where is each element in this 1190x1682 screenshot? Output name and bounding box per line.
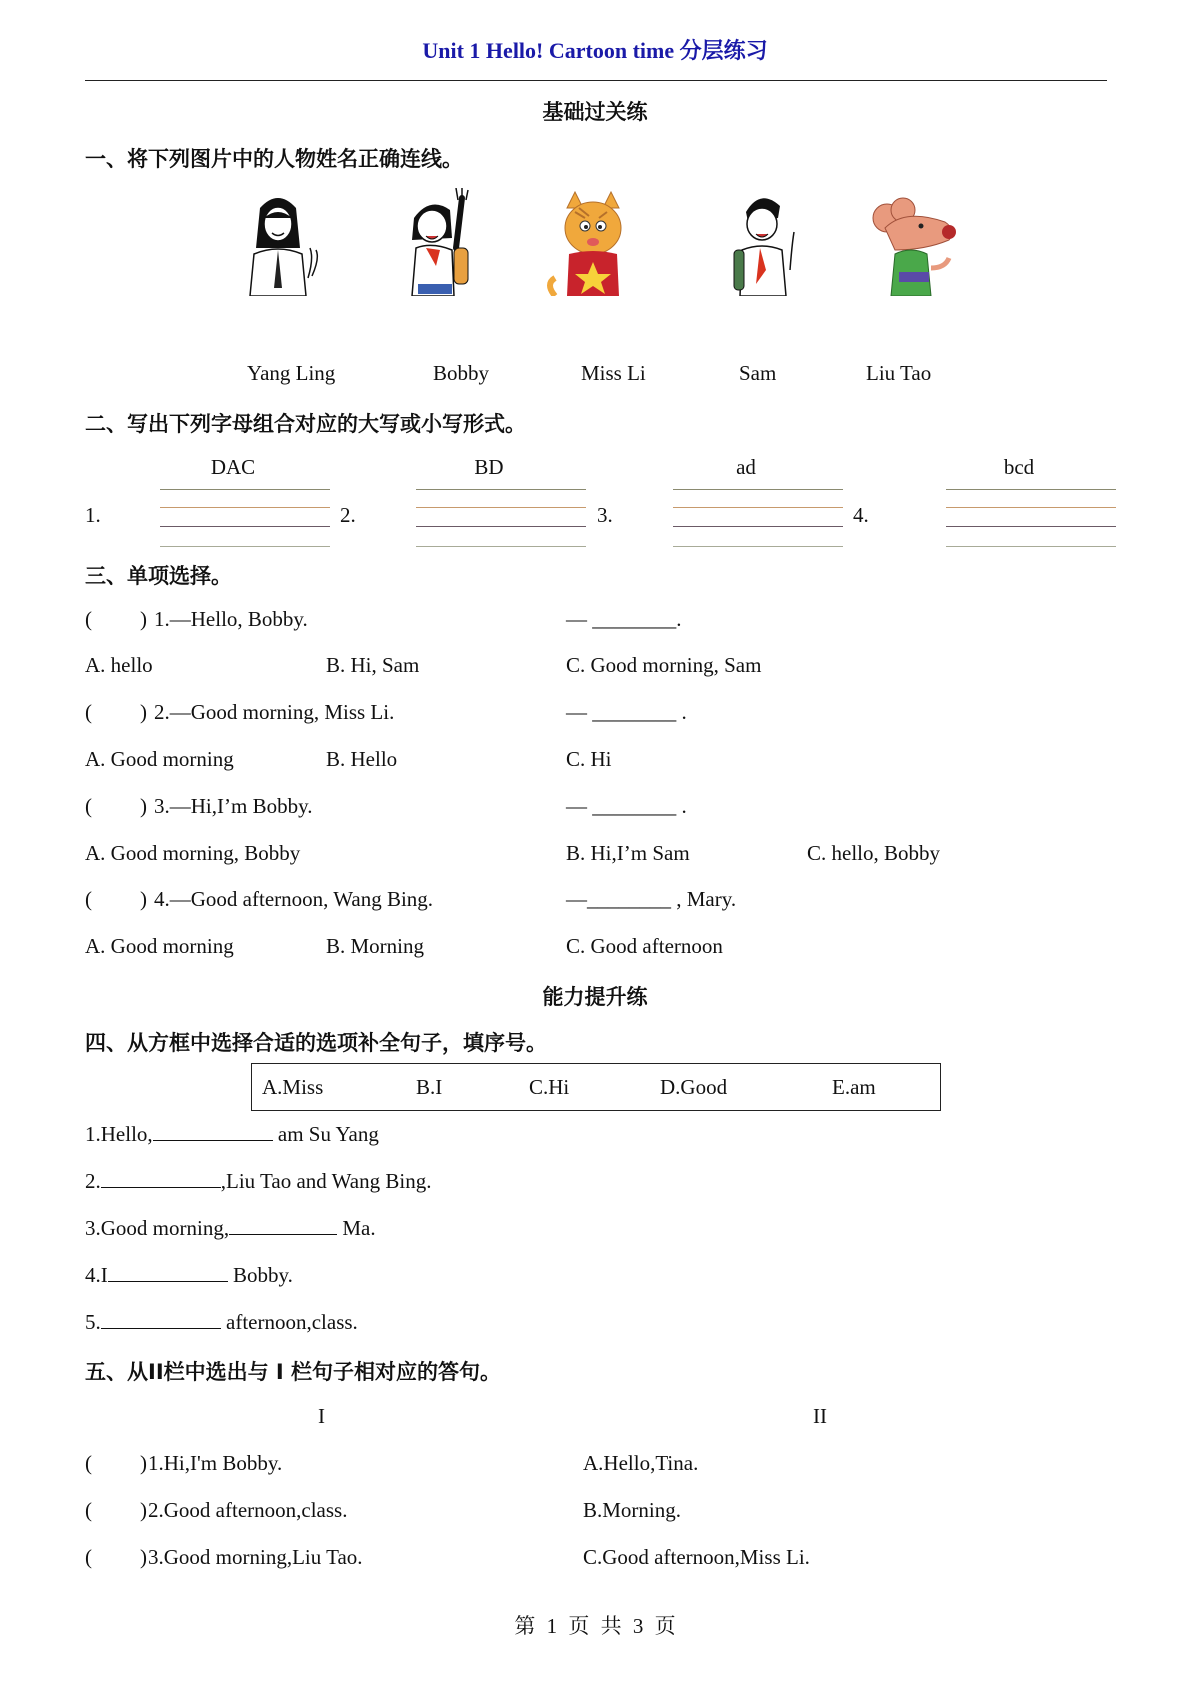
option-c[interactable]: C. Good morning, Sam [566,653,762,677]
item-number: 4. [853,503,869,527]
fill-blank[interactable] [101,1169,221,1188]
question-reply-blank[interactable]: — ________ . [566,794,687,818]
part2-heading: 二、写出下列字母组合对应的大写或小写形式。 [85,412,526,436]
name-label: Bobby [433,361,490,385]
writing-lines-3[interactable] [673,489,843,551]
fill-blank[interactable] [229,1216,337,1235]
picture-girl-waving [390,188,486,296]
picture-girl-long-hair [230,188,326,296]
option-a[interactable]: A. Good morning [85,934,234,958]
mouse-icon [865,188,961,296]
answer-paren-open[interactable]: ( [85,1451,92,1475]
sentence-suffix: ,Liu Tao and Wang Bing. [220,1169,432,1193]
letters-prompt: bcd [1003,455,1035,479]
word-bank-option: D.Good [660,1075,728,1099]
match-right-item: B.Morning. [583,1498,682,1522]
answer-paren-close: ) [140,887,147,911]
answer-paren-open[interactable]: ( [85,1498,92,1522]
match-right-item: C.Good afternoon,Miss Li. [583,1545,810,1569]
answer-paren-close: ) [140,1545,147,1569]
word-bank-option: A.Miss [262,1075,324,1099]
fill-sentence-4 [85,1263,293,1288]
question-text: 4.—Good afternoon, Wang Bing. [154,887,434,911]
sentence-prefix: 2. [85,1169,101,1193]
girl-long-hair-icon [230,188,326,296]
name-label: Yang Ling [247,361,336,385]
option-c[interactable]: C. Hi [566,747,612,771]
option-c[interactable]: C. hello, Bobby [807,841,941,865]
part4-heading: 四、从方框中选择合适的选项补全句子，填序号。 [85,1031,547,1055]
fill-sentence-5 [85,1310,358,1335]
answer-paren-close: ) [140,700,147,724]
letters-prompt: DAC [210,455,256,479]
part1-heading: 一、将下列图片中的人物姓名正确连线。 [85,147,463,171]
word-bank-option: E.am [832,1075,876,1099]
writing-lines-2[interactable] [416,489,586,551]
sentence-suffix: Bobby. [227,1263,293,1287]
answer-paren-close: ) [140,607,147,631]
fill-blank[interactable] [101,1310,221,1329]
letters-prompt: BD [474,455,504,479]
section-advanced-heading: 能力提升练 [542,985,648,1009]
answer-paren-open[interactable]: ( [85,1545,92,1569]
document-title: Unit 1 Hello! Cartoon time 分层练习 [422,38,768,63]
sentence-suffix: Ma. [337,1216,376,1240]
answer-paren-open[interactable]: ( [85,887,92,911]
item-number: 3. [597,503,613,527]
sentence-prefix: 5. [85,1310,101,1334]
fill-sentence-2 [85,1169,431,1194]
match-left-item: 1.Hi,I'm Bobby. [148,1451,283,1475]
fill-sentence-1 [85,1122,379,1147]
option-c[interactable]: C. Good afternoon [566,934,723,958]
sentence-prefix: 4.I [85,1263,108,1287]
picture-mouse [865,188,961,296]
name-label: Liu Tao [866,361,932,385]
picture-cat-bobby [545,188,641,296]
column-ii-label: II [813,1404,827,1428]
option-b[interactable]: B. Hello [326,747,398,771]
option-b[interactable]: B. Hi, Sam [326,653,420,677]
sentence-suffix: am Su Yang [272,1122,379,1146]
cat-icon [545,188,641,296]
question-text: 2.—Good morning, Miss Li. [154,700,395,724]
option-b[interactable]: B. Hi,I’m Sam [566,841,690,865]
writing-lines-1[interactable] [160,489,330,551]
name-label: Sam [739,361,777,385]
girl-waving-icon [390,188,486,296]
answer-paren-close: ) [140,794,147,818]
fill-sentence-3 [85,1216,376,1241]
word-bank-option: C.Hi [529,1075,570,1099]
section-basic-heading: 基础过关练 [542,100,648,124]
answer-paren-open[interactable]: ( [85,607,92,631]
option-a[interactable]: A. Good morning [85,747,234,771]
sentence-prefix: 1.Hello, [85,1122,153,1146]
answer-paren-close: ) [140,1451,147,1475]
match-left-item: 2.Good afternoon,class. [148,1498,348,1522]
fill-blank[interactable] [153,1122,273,1141]
name-label: Miss Li [581,361,646,385]
writing-lines-4[interactable] [946,489,1116,551]
part3-heading: 三、单项选择。 [85,564,232,588]
header-divider [85,80,1107,81]
answer-paren-open[interactable]: ( [85,794,92,818]
option-a[interactable]: A. hello [85,653,153,677]
letters-prompt: ad [736,455,756,479]
sentence-suffix: afternoon,class. [220,1310,358,1334]
picture-boy-waving [720,188,816,296]
question-reply-blank[interactable]: —________ , Mary. [566,887,737,911]
word-bank-option: B.I [416,1075,443,1099]
question-text: 3.—Hi,I’m Bobby. [154,794,313,818]
part5-heading: 五、从II栏中选出与 I 栏句子相对应的答句。 [85,1360,502,1384]
sentence-prefix: 3.Good morning, [85,1216,230,1240]
match-right-item: A.Hello,Tina. [583,1451,699,1475]
answer-paren-close: ) [140,1498,147,1522]
boy-waving-icon [720,188,816,296]
match-left-item: 3.Good morning,Liu Tao. [148,1545,363,1569]
fill-blank[interactable] [108,1263,228,1282]
column-i-label: I [318,1404,325,1428]
question-text: 1.—Hello, Bobby. [154,607,308,631]
word-bank-box [251,1063,941,1111]
option-a[interactable]: A. Good morning, Bobby [85,841,301,865]
option-b[interactable]: B. Morning [326,934,425,958]
question-reply-blank[interactable]: — ________. [566,607,682,631]
page-number: 第 1 页 共 3 页 [514,1614,676,1638]
item-number: 1. [85,503,101,527]
answer-paren-open[interactable]: ( [85,700,92,724]
question-reply-blank[interactable]: — ________ . [566,700,687,724]
item-number: 2. [340,503,356,527]
